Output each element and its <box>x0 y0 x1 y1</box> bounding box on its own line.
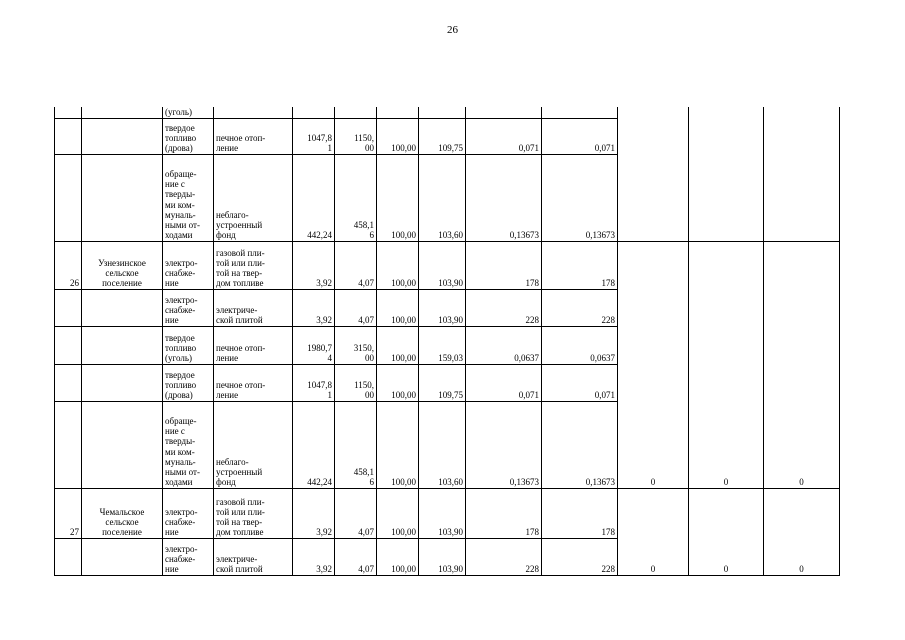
value-cell: 100,00 <box>377 154 419 241</box>
value-cell <box>542 107 618 118</box>
utility-type: электро- снабже- ние <box>163 289 214 326</box>
value-cell: 0,13673 <box>542 401 618 488</box>
group-value-3: 0 <box>764 488 840 575</box>
value-cell: 4,07 <box>335 289 377 326</box>
value-cell <box>466 107 542 118</box>
value-cell: 4,07 <box>335 241 377 289</box>
value-cell: 458,1 6 <box>335 154 377 241</box>
group-value-2: 0 <box>689 241 764 488</box>
value-cell <box>335 107 377 118</box>
group-cell-prev <box>618 107 689 241</box>
group-value-2: 0 <box>689 488 764 575</box>
consumption-kind: печное отоп- ление <box>214 364 293 401</box>
utility-type: обраще- ние с тверды- ми ком- муналь- ными от- ходами <box>163 154 214 241</box>
value-cell: 1047,8 1 <box>293 118 335 154</box>
table-row <box>55 107 840 118</box>
consumption-kind: печное отоп- ление <box>214 118 293 154</box>
value-cell <box>377 107 419 118</box>
value-cell: 100,00 <box>377 401 419 488</box>
utility-type: электро- снабже- ние <box>163 488 214 538</box>
settlement-name <box>82 154 163 241</box>
settlement-name <box>82 538 163 575</box>
value-cell: 100,00 <box>377 289 419 326</box>
value-cell: 442,24 <box>293 154 335 241</box>
consumption-kind: газовой пли- той или пли- той на твер- дом топливе <box>214 488 293 538</box>
value-cell: 3,92 <box>293 241 335 289</box>
value-cell: 0,13673 <box>542 154 618 241</box>
value-cell: 0,071 <box>542 118 618 154</box>
value-cell: 103,90 <box>419 488 466 538</box>
settlement-name <box>82 118 163 154</box>
settlement-name <box>82 401 163 488</box>
value-cell: 3,92 <box>293 488 335 538</box>
consumption-kind <box>214 107 293 118</box>
value-cell <box>293 107 335 118</box>
value-cell: 0,0637 <box>542 326 618 364</box>
group-value-1: 0 <box>618 241 689 488</box>
row-number: 27 <box>55 488 82 538</box>
value-cell: 0,071 <box>466 364 542 401</box>
group-value-3: 0 <box>764 241 840 488</box>
settlement-name <box>82 289 163 326</box>
value-cell: 4,07 <box>335 488 377 538</box>
utility-type: твердое топливо (уголь) <box>163 326 214 364</box>
value-cell: 1150, 00 <box>335 118 377 154</box>
row-number <box>55 107 82 118</box>
value-cell: 1980,7 4 <box>293 326 335 364</box>
value-cell: 100,00 <box>377 538 419 575</box>
utility-type: обраще- ние с тверды- ми ком- муналь- ными от- ходами <box>163 401 214 488</box>
settlement-name: Чемальское сельское поселение <box>82 488 163 538</box>
value-cell: 100,00 <box>377 364 419 401</box>
value-cell: 100,00 <box>377 488 419 538</box>
value-cell: 228 <box>466 538 542 575</box>
consumption-kind: электриче- ской плитой <box>214 289 293 326</box>
row-number <box>55 118 82 154</box>
consumption-kind: газовой пли- той или пли- той на твер- дом топливе <box>214 241 293 289</box>
value-cell: 159,03 <box>419 326 466 364</box>
consumption-kind: неблаго- устроенный фонд <box>214 154 293 241</box>
value-cell: 3,92 <box>293 289 335 326</box>
row-number: 26 <box>55 241 82 289</box>
value-cell: 3,92 <box>293 538 335 575</box>
value-cell: 109,75 <box>419 364 466 401</box>
utility-type: твердое топливо (дрова) <box>163 118 214 154</box>
value-cell: 178 <box>542 488 618 538</box>
value-cell: 228 <box>542 289 618 326</box>
value-cell: 100,00 <box>377 241 419 289</box>
value-cell: 442,24 <box>293 401 335 488</box>
group-cell-prev <box>764 107 840 241</box>
utility-type: электро- снабже- ние <box>163 538 214 575</box>
row-number <box>55 538 82 575</box>
settlement-name <box>82 326 163 364</box>
group-cell-prev <box>689 107 764 241</box>
value-cell: 103,90 <box>419 241 466 289</box>
row-number <box>55 326 82 364</box>
table-row <box>55 488 840 538</box>
value-cell: 228 <box>542 538 618 575</box>
row-number <box>55 364 82 401</box>
value-cell: 1047,8 1 <box>293 364 335 401</box>
utility-type: (уголь) <box>163 107 214 118</box>
settlement-name: Узнезинское сельское поселение <box>82 241 163 289</box>
value-cell: 1150, 00 <box>335 364 377 401</box>
value-cell: 0,071 <box>542 364 618 401</box>
row-number <box>55 289 82 326</box>
table-row <box>55 241 840 289</box>
group-value-1: 0 <box>618 488 689 575</box>
value-cell <box>419 107 466 118</box>
value-cell: 4,07 <box>335 538 377 575</box>
value-cell: 0,0637 <box>466 326 542 364</box>
value-cell: 100,00 <box>377 326 419 364</box>
consumption-kind: электриче- ской плитой <box>214 538 293 575</box>
value-cell: 0,13673 <box>466 154 542 241</box>
value-cell: 3150, 00 <box>335 326 377 364</box>
utility-type: твердое топливо (дрова) <box>163 364 214 401</box>
row-number <box>55 401 82 488</box>
value-cell: 0,13673 <box>466 401 542 488</box>
row-number <box>55 154 82 241</box>
settlement-name <box>82 364 163 401</box>
value-cell: 178 <box>466 241 542 289</box>
utility-type: электро- снабже- ние <box>163 241 214 289</box>
value-cell: 228 <box>466 289 542 326</box>
consumption-kind: неблаго- устроенный фонд <box>214 401 293 488</box>
value-cell: 458,1 6 <box>335 401 377 488</box>
value-cell: 103,90 <box>419 289 466 326</box>
value-cell: 178 <box>542 241 618 289</box>
value-cell: 178 <box>466 488 542 538</box>
tariff-table <box>54 107 840 576</box>
value-cell: 103,90 <box>419 538 466 575</box>
page-number: 26 <box>447 24 458 36</box>
value-cell: 100,00 <box>377 118 419 154</box>
consumption-kind: печное отоп- ление <box>214 326 293 364</box>
value-cell: 109,75 <box>419 118 466 154</box>
value-cell: 0,071 <box>466 118 542 154</box>
value-cell: 103,60 <box>419 401 466 488</box>
value-cell: 103,60 <box>419 154 466 241</box>
settlement-name <box>82 107 163 118</box>
